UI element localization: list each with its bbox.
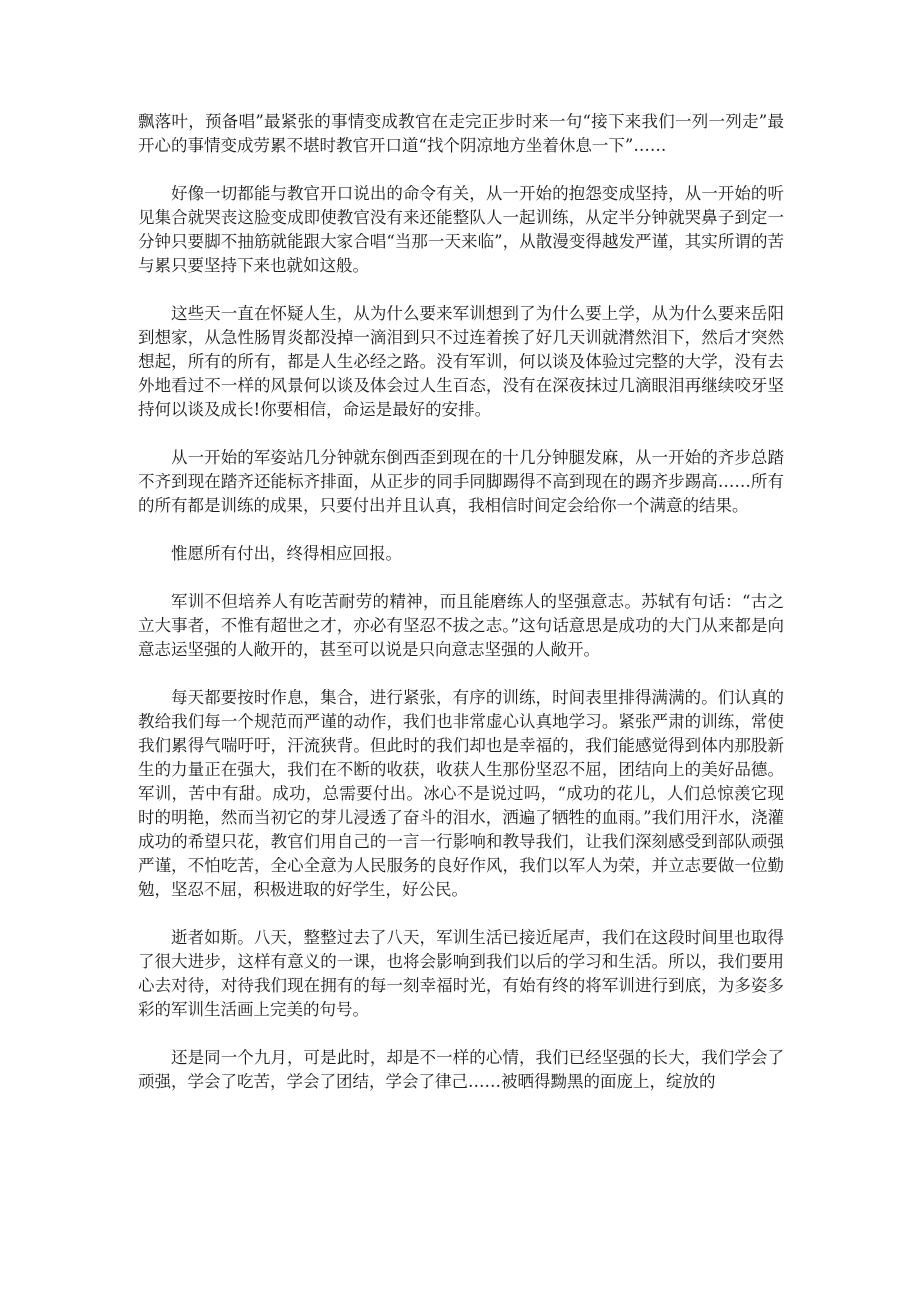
paragraph: 逝者如斯。八天，整整过去了八天，军训生活已接近尾声，我们在这段时间里也取得了很大进步，这样有意义的一课，也将会影响到我们以后的学习和生活。所以，我们要用心去对待，对待我们现在拥有的每一刻幸福时光，有始有终的将军训进行到底，为多姿多彩的军训生活画上完美的句号。 [138, 928, 784, 1019]
paragraph: 惟愿所有付出，终得相应回报。 [171, 544, 402, 563]
paragraph-continuation: 飘落叶，预备唱”最紧张的事情变成教官在走完正步时来一句“接下来我们一列一列走”最开心的事情变成劳累不堪时教官开口道“找个阴凉地方坐着休息一下”…… [138, 112, 784, 155]
paragraph: 这些天一直在怀疑人生，从为什么要来军训想到了为什么要上学，从为什么要来岳阳到想家，从急性肠胃炎都没掉一滴泪到只不过连着挨了好几天训就潸然泪下，然后才突然想起，所有的所有，都是人生必经之路。没有军训，何以谈及体验过完整的大学，没有去外地看过不一样的风景何以谈及体会过人生百态，没有在深夜抹过几滴眼泪再继续咬牙坚持何以谈及成长!你要相信，命运是最好的安排。 [138, 304, 784, 419]
paragraph: 军训不但培养人有吃苦耐劳的精神，而且能磨练人的坚强意志。苏轼有句话：“古之立大事者，不惟有超世之才，亦必有坚忍不拔之志。”这句话意思是成功的大门从来都是向意志运坚强的人敞开的，甚至可以说是只向意志坚强的人敞开。 [138, 592, 784, 659]
paragraph-truncated: 还是同一个九月，可是此时，却是不一样的心情，我们已经坚强的长大，我们学会了顽强，学会了吃苦，学会了团结，学会了律己……被晒得黝黑的面庞上，绽放的 [138, 1048, 784, 1091]
paragraph: 好像一切都能与教官开口说出的命令有关，从一开始的抱怨变成坚持，从一开始的听见集合就哭丧这脸变成即使教官没有来还能整队人一起训练，从定半分钟就哭鼻子到定一分钟只要脚不抽筋就能跟大家合唱“当那一天来临”，从散漫变得越发严谨，其实所谓的苦与累只要坚持下来也就如这般。 [138, 184, 784, 275]
paragraph: 每天都要按时作息，集合，进行紧张，有序的训练，时间表里排得满满的。们认真的教给我们每一个规范而严谨的动作，我们也非常虚心认真地学习。紧张严肃的训练，常使我们累得气喘吁吁，汗流狭背。但此时的我们却也是幸福的，我们能感觉得到体内那股新生的力量正在强大，我们在不断的收获，收获人生那份坚忍不屈，团结向上的美好品德。军训，苦中有甜。成功，总需要付出。冰心不是说过吗，“成功的花儿，人们总惊羡它现时的明艳，然而当初它的芽儿浸透了奋斗的泪水，洒遍了牺牲的血雨。”我们用汗水，浇灌成功的希望只花，教官们用自己的一言一行影响和教导我们，让我们深刻感受到部队顽强严谨，不怕吃苦，全心全意为人民服务的良好作风，我们以军人为荣，并立志要做一位勤勉，坚忍不屈，积极进取的好学生，好公民。 [138, 688, 784, 899]
document-body [138, 110, 784, 1118]
paragraph: 从一开始的军姿站几分钟就东倒西歪到现在的十几分钟腿发麻，从一开始的齐步总踏不齐到现在踏齐还能标齐排面，从正步的同手同脚踢得不高到现在的踢齐步踢高……所有的所有都是训练的成果，只要付出并且认真，我相信时间定会给你一个满意的结果。 [138, 448, 784, 515]
